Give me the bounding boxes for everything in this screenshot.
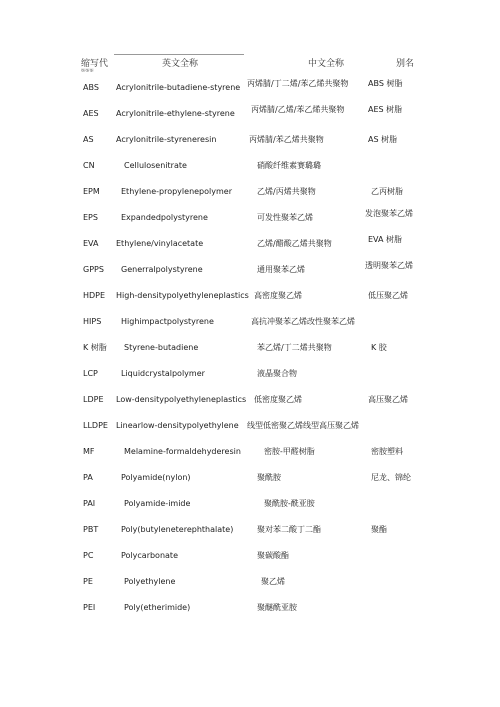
alias-cell: 透明聚苯乙烯 xyxy=(365,261,413,270)
alias-cell: 密胺塑料 xyxy=(371,447,403,456)
table-row xyxy=(0,498,500,524)
alias-cell: 低压聚乙烯 xyxy=(368,291,408,300)
english-name-cell: Poly(etherimide) xyxy=(124,603,191,612)
chinese-name-cell: 聚碳酸酯 xyxy=(257,551,289,560)
table-row xyxy=(0,420,500,446)
chinese-name-cell: 密胺-甲醛树脂 xyxy=(264,447,315,456)
abbreviation-cell: LCP xyxy=(83,369,98,378)
chinese-name-cell: 丙烯腈/乙烯/苯乙烯共聚物 xyxy=(251,105,345,114)
table-row xyxy=(0,160,500,186)
table-row xyxy=(0,342,500,368)
english-name-cell: Acrylonitrile-butadiene-styrene xyxy=(116,83,241,92)
abbreviation-cell: EVA xyxy=(83,239,99,248)
table-row xyxy=(0,368,500,394)
table-row xyxy=(0,261,500,290)
table-row xyxy=(0,209,500,238)
alias-cell: EVA 树脂 xyxy=(368,235,403,244)
table-row xyxy=(0,394,500,420)
english-name-cell: Melamine-formaldehyderesin xyxy=(124,447,241,456)
chinese-name-cell: 聚醚酰亚胺 xyxy=(257,603,297,612)
table-row xyxy=(0,316,500,342)
chinese-name-cell: 聚酰胺 xyxy=(257,473,281,482)
abbreviation-cell: PAI xyxy=(83,499,96,508)
alias-cell: K 胶 xyxy=(371,343,387,352)
header-abbreviation-sub: ककक xyxy=(81,68,95,74)
english-name-cell: Poly(butyleneterephthalate) xyxy=(121,525,234,534)
chinese-name-cell: 可发性聚苯乙烯 xyxy=(257,213,313,222)
english-name-cell: Highimpactpolystyrene xyxy=(121,317,214,326)
english-name-cell: Polyamide-imide xyxy=(124,499,191,508)
table-row xyxy=(0,602,500,628)
abbreviation-cell: K 树脂 xyxy=(83,343,107,352)
abbreviation-cell: ABS xyxy=(83,83,99,92)
chinese-name-cell: 高密度聚乙烯 xyxy=(254,291,302,300)
chinese-name-cell: 聚酰胺-酰亚胺 xyxy=(264,499,315,508)
alias-cell: AS 树脂 xyxy=(368,135,398,144)
abbreviation-cell: MF xyxy=(83,447,95,456)
table-row xyxy=(0,105,500,134)
alias-cell: AES 树脂 xyxy=(368,105,403,114)
abbreviation-cell: PC xyxy=(83,551,94,560)
header-rule xyxy=(114,54,244,55)
chinese-name-cell: 线型低密聚乙烯线型高压聚乙烯 xyxy=(247,421,359,430)
abbreviation-cell: HDPE xyxy=(83,291,106,300)
abbreviation-cell: CN xyxy=(83,161,95,170)
alias-cell: 聚酯 xyxy=(371,525,387,534)
chinese-name-cell: 丙烯腈/苯乙烯共聚物 xyxy=(249,135,324,144)
table-row xyxy=(0,235,500,264)
english-name-cell: Ethylene/vinylacetate xyxy=(116,239,204,248)
alias-cell: 乙丙树脂 xyxy=(371,187,403,196)
table-row xyxy=(0,446,500,472)
chinese-name-cell: 通用聚苯乙烯 xyxy=(257,265,305,274)
header-abbreviation: 缩写代 xyxy=(81,59,109,69)
abbreviation-cell: PE xyxy=(83,577,93,586)
english-name-cell: Linearlow-densitypolyethylene xyxy=(116,421,239,430)
chinese-name-cell: 液晶聚合物 xyxy=(257,369,297,378)
alias-cell: 发泡聚苯乙烯 xyxy=(365,209,413,218)
header-english-name: 英文全称 xyxy=(162,59,199,69)
abbreviation-cell: LLDPE xyxy=(83,421,108,430)
alias-cell: ABS 树脂 xyxy=(368,79,403,88)
english-name-cell: Polyethylene xyxy=(124,577,176,586)
table-row xyxy=(0,472,500,498)
table-row xyxy=(0,186,500,212)
english-name-cell: Low-densitypolyethyleneplastics xyxy=(116,395,247,404)
abbreviation-cell: AES xyxy=(83,109,99,118)
english-name-cell: Styrene-butadiene xyxy=(124,343,199,352)
chinese-name-cell: 聚乙烯 xyxy=(261,577,285,586)
chinese-name-cell: 高抗冲聚苯乙烯改性聚苯乙烯 xyxy=(251,317,355,326)
table-row xyxy=(0,576,500,602)
chinese-name-cell: 乙烯/醋酸乙烯共聚物 xyxy=(257,239,332,248)
abbreviation-cell: EPM xyxy=(83,187,100,196)
chinese-name-cell: 苯乙烯/丁二烯共聚物 xyxy=(257,343,332,352)
english-name-cell: Acrylonitrile-styreneresin xyxy=(116,135,217,144)
abbreviation-cell: PEI xyxy=(83,603,96,612)
table-row xyxy=(0,524,500,550)
english-name-cell: Expandedpolystyrene xyxy=(121,213,208,222)
abbreviation-cell: EPS xyxy=(83,213,98,222)
english-name-cell: Ethylene-propylenepolymer xyxy=(121,187,232,196)
abbreviation-cell: AS xyxy=(83,135,94,144)
abbreviation-cell: LDPE xyxy=(83,395,104,404)
abbreviation-cell: PA xyxy=(83,473,93,482)
english-name-cell: Cellulosenitrate xyxy=(124,161,187,170)
abbreviation-cell: HIPS xyxy=(83,317,102,326)
chinese-name-cell: 硝酸纤维素赛璐璐 xyxy=(257,161,321,170)
chinese-name-cell: 低密度聚乙烯 xyxy=(254,395,302,404)
abbreviation-cell: GPPS xyxy=(83,265,104,274)
table-row xyxy=(0,550,500,576)
english-name-cell: Acrylonitrile-ethylene-styrene xyxy=(116,109,235,118)
abbreviation-cell: PBT xyxy=(83,525,99,534)
english-name-cell: Generralpolystyrene xyxy=(121,265,203,274)
table-row xyxy=(0,79,500,108)
english-name-cell: Polyamide(nylon) xyxy=(121,473,191,482)
table-row xyxy=(0,134,500,160)
header-chinese-name: 中文全称 xyxy=(308,59,345,69)
header-alias: 别名 xyxy=(396,59,415,69)
alias-cell: 尼龙、锦纶 xyxy=(371,473,411,482)
english-name-cell: Liquidcrystalpolymer xyxy=(121,369,205,378)
english-name-cell: Polycarbonate xyxy=(121,551,178,560)
alias-cell: 高压聚乙烯 xyxy=(368,395,408,404)
english-name-cell: High-densitypolyethyleneplastics xyxy=(116,291,249,300)
chinese-name-cell: 乙烯/丙烯共聚物 xyxy=(257,187,316,196)
chinese-name-cell: 丙烯腈/丁二烯/苯乙烯共聚物 xyxy=(247,79,349,88)
table-row xyxy=(0,290,500,316)
chinese-name-cell: 聚对苯二酸丁二酯 xyxy=(257,525,321,534)
